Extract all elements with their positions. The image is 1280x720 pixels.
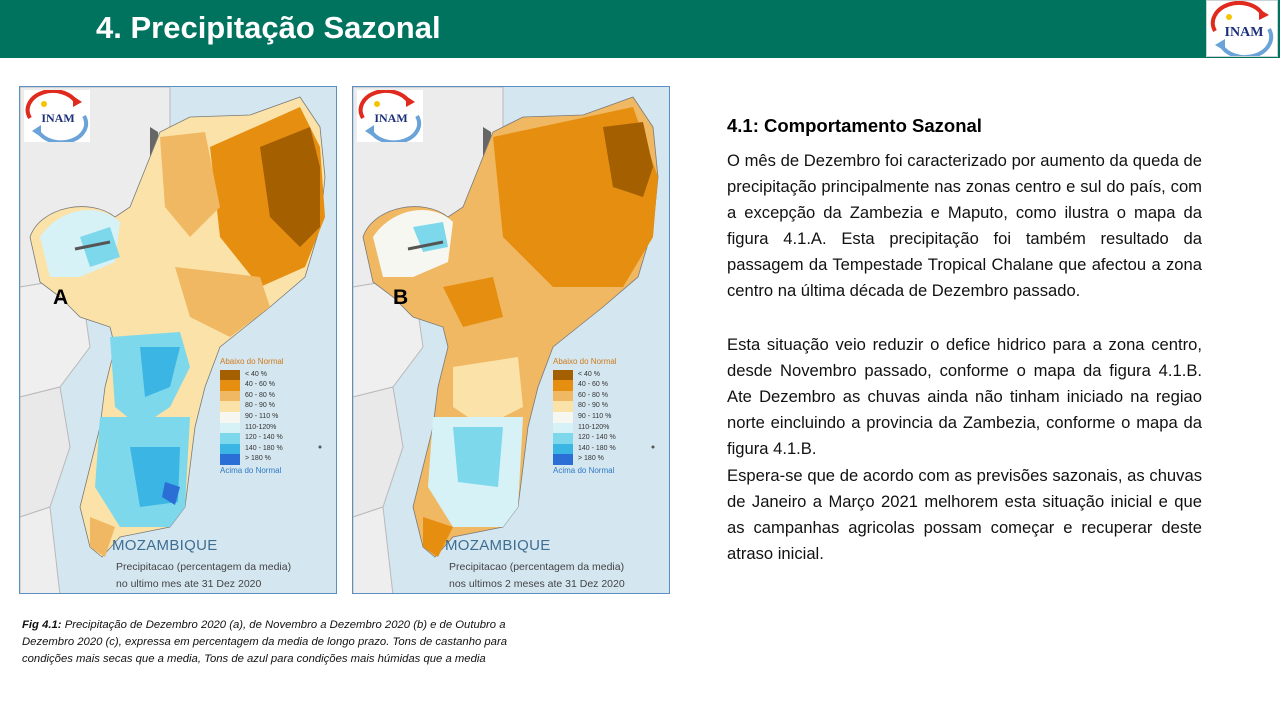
legend-item: 90 - 110 % <box>553 412 617 423</box>
rainfall-map-a <box>20 87 337 594</box>
country-label: MOZAMBIQUE <box>112 537 218 554</box>
legend-item: 110-120% <box>553 423 617 434</box>
legend-item: 80 - 90 % <box>553 401 617 412</box>
rainfall-map-b <box>353 87 670 594</box>
paragraph-3: Espera-se que de acordo com as previsões sazonais, as chuvas de Janeiro a Março 2021 melhorem esta situação inicial e que as campanhas agricolas possam começar e recuperar deste atraso inicial. <box>727 466 1202 563</box>
legend-item: 60 - 80 % <box>220 391 284 402</box>
map-panel-a <box>19 86 337 594</box>
map-subtitle: Precipitacao (percentagem da media) nos ultimos 2 meses ate 31 Dez 2020 <box>449 561 625 590</box>
legend-item: > 180 % <box>553 454 617 465</box>
inam-logo-map-a <box>24 90 90 142</box>
caption-label: Fig 4.1: <box>22 619 62 631</box>
legend-item: 120 - 140 % <box>220 433 284 444</box>
figure-caption <box>22 617 542 668</box>
legend-b <box>553 357 617 477</box>
page-title: 4. Precipitação Sazonal <box>96 10 441 45</box>
section-title: 4.1: Comportamento Sazonal <box>727 115 982 136</box>
legend-item: 110-120% <box>220 423 284 434</box>
legend-item: 140 - 180 % <box>220 444 284 455</box>
map-label-a: A <box>53 286 69 309</box>
legend-item: 140 - 180 % <box>553 444 617 455</box>
legend-item: < 40 % <box>553 370 617 381</box>
legend-title-below: Abaixo do Normal <box>553 357 617 366</box>
legend-item: 120 - 140 % <box>553 433 617 444</box>
legend-item: 80 - 90 % <box>220 401 284 412</box>
legend-a <box>220 357 284 477</box>
logo-text: INAM <box>1224 25 1264 40</box>
inam-logo <box>1206 0 1278 57</box>
svg-text:INAM: INAM <box>41 111 75 125</box>
legend-title-above: Acima do Normal <box>553 465 615 475</box>
svg-text:INAM: INAM <box>374 111 408 125</box>
country-label: MOZAMBIQUE <box>445 537 551 554</box>
header-bar <box>0 0 1280 58</box>
map-panel-b <box>352 86 670 594</box>
paragraph-2: Esta situação veio reduzir o defice hidrico para a zona centro, desde Novembro passado, conforme o mapa da figura 4.1.B. Ate Dezembro as chuvas ainda não tinham iniciado na regiao norte eincluindo a provincia da Zambezia, conforme o mapa da figura 4.1.B. <box>727 335 1202 458</box>
legend-item: 90 - 110 % <box>220 412 284 423</box>
paragraph-1: O mês de Dezembro foi caracterizado por aumento da queda de precipitação principalmente nas zonas centro e sul do país, com a excepção da Zambezia e Maputo, como ilustra o mapa da figura 4.1.A. Esta precipitação foi também resultado da passagem da Tempestade Tropical Chalane que afectou a zona centro na última década de Dezembro passado. <box>727 151 1202 300</box>
legend-item: < 40 % <box>220 370 284 381</box>
legend-title-below: Abaixo do Normal <box>220 357 284 366</box>
caption-text: Precipitação de Dezembro 2020 (a), de Novembro a Dezembro 2020 (b) e de Outubro a Dezembro 2020 (c), expressa em percentagem da media de longo prazo. Tons de castanho para condições mais secas que a media, Tons de azul para condições mais húmidas que a media <box>22 619 508 665</box>
legend-item: 40 - 60 % <box>220 380 284 391</box>
legend-item: 60 - 80 % <box>553 391 617 402</box>
map-subtitle: Precipitacao (percentagem da media) no ultimo mes ate 31 Dez 2020 <box>116 561 292 590</box>
map-label-b: B <box>393 286 409 309</box>
legend-title-above: Acima do Normal <box>220 465 282 475</box>
inam-logo-map-b <box>357 90 423 142</box>
legend-item: 40 - 60 % <box>553 380 617 391</box>
legend-item: > 180 % <box>220 454 284 465</box>
